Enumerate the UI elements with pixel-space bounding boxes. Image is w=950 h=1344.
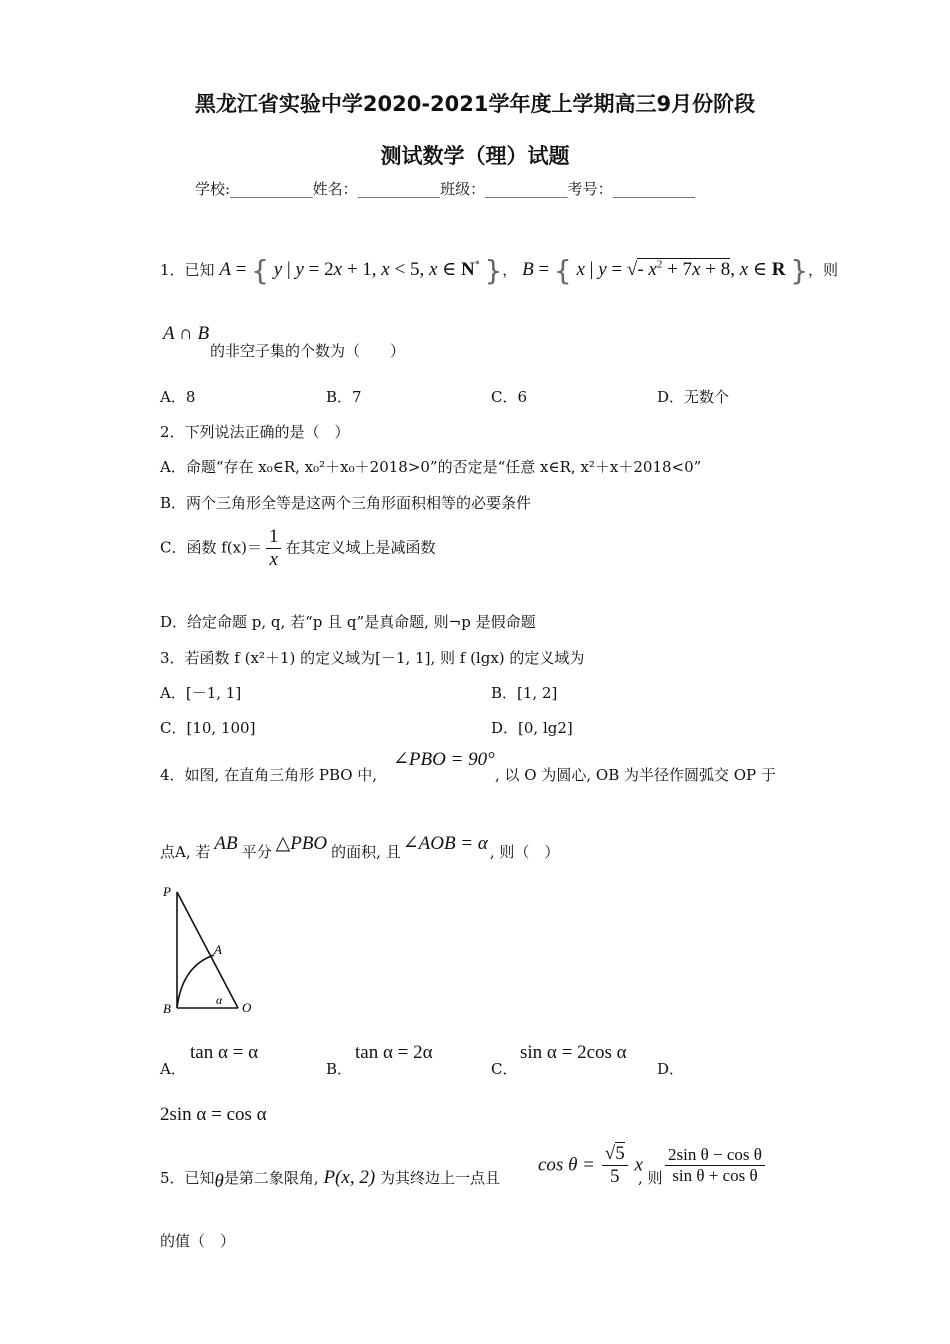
q3-option-c: C．[10, 100] — [160, 719, 256, 737]
q1-option-d: D．无数个 — [657, 388, 730, 406]
school-label: 学校: — [195, 180, 231, 198]
exam-no-blank[interactable]: ___________ — [612, 180, 696, 198]
q1-option-a: A．8 — [160, 388, 196, 406]
side-po — [177, 892, 238, 1008]
q4-option-d-key: D． — [657, 1060, 685, 1078]
set-b: B = { x | y = √- $x^2 + 7x + 8$, x ∈ R } — [522, 254, 809, 287]
title-line-1: 黑龙江省实验中学2020-2021学年度上学期高三9月份阶段 — [194, 92, 756, 116]
q2-option-d: D．给定命题 p, q, 若“p 且 q”是真命题, 则¬p 是假命题 — [160, 613, 536, 631]
q3-option-d: D．[0, lg2] — [491, 719, 573, 737]
q5-line-1: 5．已知θ是第二象限角, P(x, 2) 为其终边上一点且 — [160, 1167, 500, 1192]
q5-tail: 的值（ ） — [160, 1232, 236, 1250]
q4-option-b-key: B． — [326, 1060, 353, 1078]
cos-equation: cos θ = $\frac{√5}{5}$ x — [538, 1143, 643, 1187]
q4-option-c-text: sin α = 2cos α — [520, 1042, 627, 1063]
q4-option-d-text: 2sin α = cos α — [160, 1104, 267, 1125]
label-o: O — [242, 1000, 252, 1015]
q4-option-b-text: tan α = 2α — [355, 1042, 433, 1063]
q2-option-a: A．命题“存在 x₀∈R, x₀²＋x₀＋2018>0”的否定是“任意 x∈R, x²＋x＋2018<0” — [160, 458, 702, 476]
name-label: 姓名： — [312, 180, 358, 198]
class-blank[interactable]: ___________ — [485, 180, 568, 198]
arc-ab — [177, 955, 214, 1008]
q5-then: , 则 — [638, 1169, 663, 1187]
q4-option-c-key: C． — [491, 1060, 518, 1078]
q1-line-1: 1．已知 A = { y | y = 2x + 1, x < 5, x ∈ N* }， B = { x | y = √- $x^2 + 7x + 8$, x ∈ R }，则 — [160, 254, 839, 287]
exam-no-label: 考号： — [567, 180, 613, 198]
q4-rest: , 以 O 为圆心, OB 为半径作圆弧交 OP 于 — [495, 766, 776, 784]
q1-stem: 的非空子集的个数为（ ） — [210, 342, 406, 360]
q4-line-2: 点A, 若 AB 平分 △PBO 的面积, 且 ∠AOB = α , 则（ ） — [160, 833, 560, 861]
q4-option-a-text: tan α = α — [190, 1042, 259, 1063]
label-alpha: α — [216, 993, 223, 1007]
angle-pbo: ∠PBO = 90° — [393, 749, 495, 770]
label-a: A — [214, 942, 222, 957]
q1-option-b: B．7 — [326, 388, 362, 406]
q3-stem: 3．若函数 f (x²＋1) 的定义域为[－1, 1], 则 f (lgx) 的定义域为 — [160, 649, 585, 667]
label-b: B — [163, 1001, 171, 1016]
q5-fraction: $\frac{\text{2sin θ − cos θ}}{\text{sin θ + cos θ}}$ — [665, 1145, 765, 1186]
q3-option-a: A．[－1, 1] — [160, 684, 242, 702]
a-cap-b: A ∩ B — [163, 323, 210, 344]
q2-stem: 2．下列说法正确的是（ ） — [160, 423, 350, 441]
q2-option-c: C．函数 f(x)＝ $\frac{1}{x}$ 在其定义域上是减函数 — [160, 526, 436, 570]
set-a: A = { y | y = 2x + 1, x < 5, x ∈ N* } — [219, 254, 503, 287]
name-blank[interactable]: ___________ — [357, 180, 441, 198]
q4-lead: 4．如图, 在直角三角形 PBO 中, — [160, 766, 378, 784]
q3-option-b: B．[1, 2] — [491, 684, 558, 702]
label-p: P — [163, 884, 171, 899]
q1-option-c: C．6 — [491, 388, 528, 406]
q2-option-b: B．两个三角形全等是这两个三角形面积相等的必要条件 — [160, 494, 532, 512]
school-blank[interactable]: ___________ — [230, 180, 313, 198]
info-line — [195, 178, 695, 199]
q4-triangle-figure — [158, 880, 258, 1020]
class-label: 班级： — [440, 180, 486, 198]
title-line-2: 测试数学（理）试题 — [380, 144, 570, 168]
q4-option-a-key: A． — [160, 1060, 186, 1078]
